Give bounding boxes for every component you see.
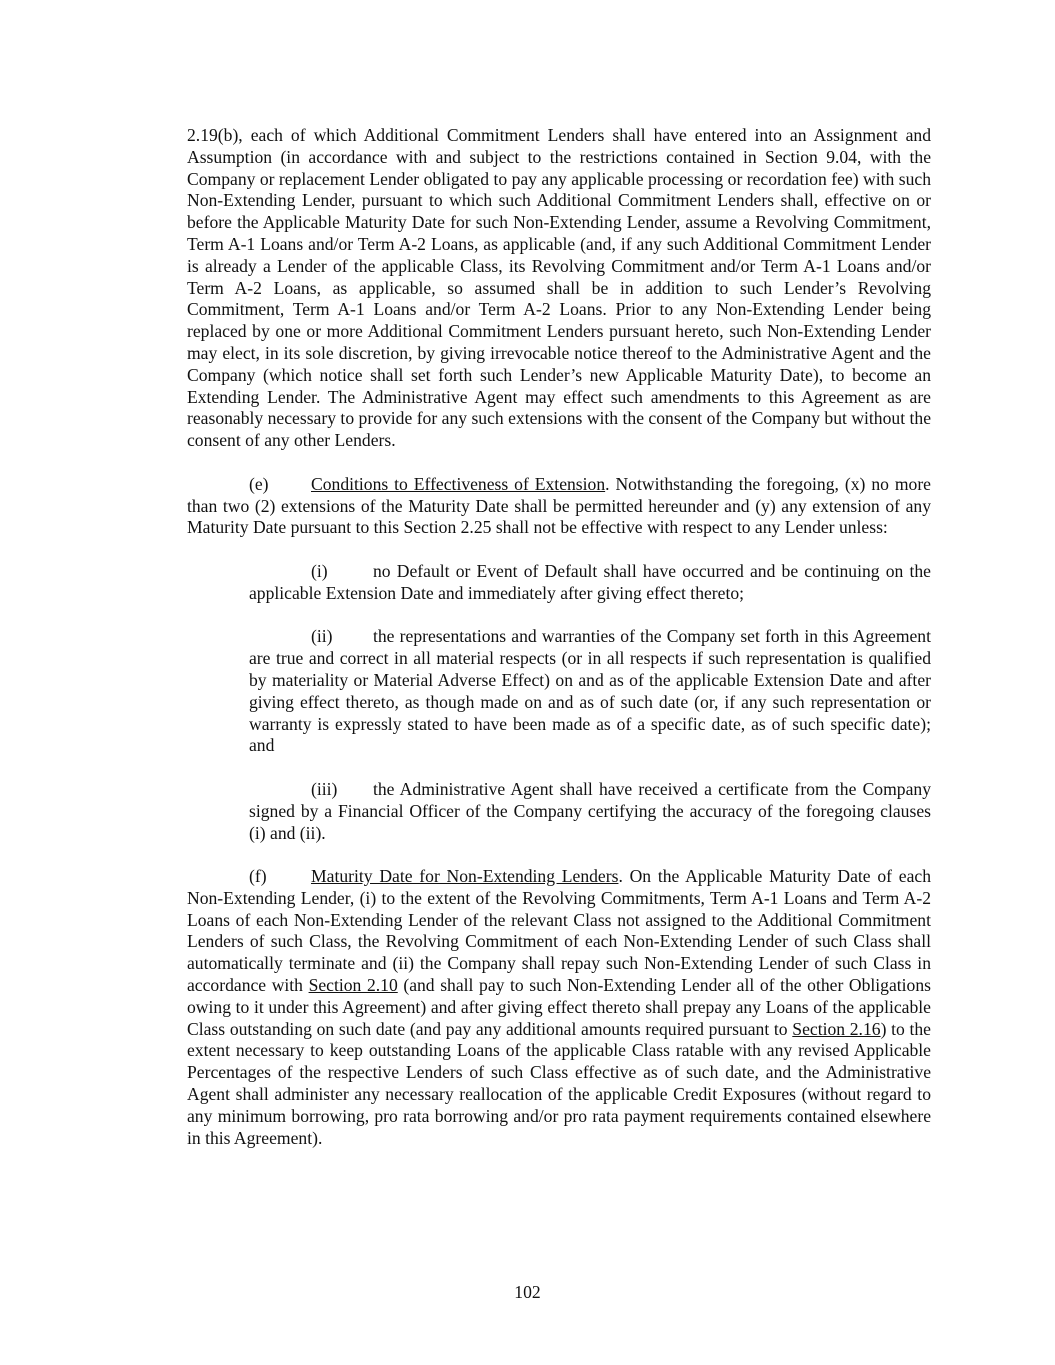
- section-f-text-2: (and shall pay to such Non-Extending Lender all of the other Obligations owing to it under this Agreement) and after giving effect thereto shall prepay any Loans of the applicable Class outstanding on such date (and pay any additional amounts required pursuant to: [187, 975, 931, 1039]
- clause-ii-number: (ii): [311, 626, 333, 647]
- section-2-10-reference: Section 2.10: [308, 975, 398, 996]
- clause-i: [249, 561, 931, 605]
- section-f-text-3: ) to the extent necessary to keep outstanding Loans of the applicable Class ratable with any revised Applicable Percentages of the respective Lenders of such Class effective as of such date, and the Administrative Agent shall administer any necessary reallocation of the applicable Credit Exposures (without regard to any minimum borrowing, pro rata borrowing and/or pro rata payment requirements contained elsewhere in this Agreement).: [187, 1018, 931, 1148]
- section-f-number: (f): [249, 866, 267, 887]
- section-e-paragraph: [187, 474, 931, 539]
- clause-iii-number: (iii): [311, 778, 338, 799]
- clause-i-number: (i): [311, 560, 328, 581]
- continuation-paragraph: 2.19(b), each of which Additional Commitment Lenders shall have entered into an Assignment and Assumption (in accordance with and subject to the restrictions contained in Section 9.04, with the Company or replacement Lender obligated to pay any applicable processing or recordation fee) with such Non-Extending Lender, pursuant to which such Additional Commitment Lenders shall, effective on or before the Applicable Maturity Date for such Non-Extending Lender, assume a Revolving Commitment, Term A-1 Loans and/or Term A-2 Loans, as applicable (and, if any such Additional Commitment Lender is already a Lender of the applicable Class, its Revolving Commitment and/or Term A-1 Loans and/or Term A-2 Loans, as applicable, so assumed shall be in addition to such Lender’s Revolving Commitment, Term A-1 Loans and/or Term A-2 Loans. Prior to any Non-Extending Lender being replaced by one or more Additional Commitment Lenders pursuant hereto, such Non-Extending Lender may elect, in its sole discretion, by giving irrevocable notice thereof to the Administrative Agent and the Company (which notice shall set forth such Lender’s new Applicable Maturity Date), to become an Extending Lender. The Administrative Agent may effect such amendments to this Agreement as are reasonably necessary to provide for any such extensions with the consent of the Company but without the consent of any other Lenders.: [187, 125, 931, 451]
- section-f-text-1: . On the Applicable Maturity Date of each Non-Extending Lender, (i) to the extent of the Revolving Commitments, Term A-1 Loans and Term A-2 Loans of each Non-Extending Lender of the relevant Class not assigned to the Additional Commitment Lenders of such Class, the Revolving Commitment of each Non-Extending Lender of such Class shall automatically terminate and (ii) the Company shall repay such Non-Extending Lender of such Class in accordance with: [187, 866, 931, 996]
- section-2-16-reference: Section 2.16: [792, 1018, 881, 1039]
- clause-ii-text: the representations and warranties of the Company set forth in this Agreement are true and correct in all material respects (or in all respects if such representation is qualified by materiality or Material Adverse Effect) on and as of the applicable Extension Date and after giving effect thereto, as though made on and as of such date (or, if any such representation or warranty is expressly stated to have been made as of a specific date, as of such specific date); and: [249, 626, 931, 756]
- clause-iii-text: the Administrative Agent shall have received a certificate from the Company signed by a Financial Officer of the Company certifying the accuracy of the foregoing clauses (i) and (ii).: [249, 778, 931, 843]
- section-e-number: (e): [249, 473, 269, 494]
- page-number: 102: [514, 1282, 541, 1302]
- document-body: [187, 125, 931, 1171]
- section-e-text: . Notwithstanding the foregoing, (x) no more than two (2) extensions of the Maturity Date shall be permitted hereunder and (y) any extension of any Maturity Date pursuant to this Section 2.25 shall not be effective with respect to any Lender unless:: [187, 473, 931, 538]
- section-f-paragraph: [187, 866, 931, 1149]
- clause-i-text: no Default or Event of Default shall have occurred and be continuing on the applicable Extension Date and immediately after giving effect thereto;: [249, 560, 931, 603]
- clause-iii: [249, 779, 931, 844]
- section-e-heading: Conditions to Effectiveness of Extension: [311, 473, 606, 494]
- clause-ii: [249, 626, 931, 757]
- section-f-heading: Maturity Date for Non-Extending Lenders: [311, 866, 619, 887]
